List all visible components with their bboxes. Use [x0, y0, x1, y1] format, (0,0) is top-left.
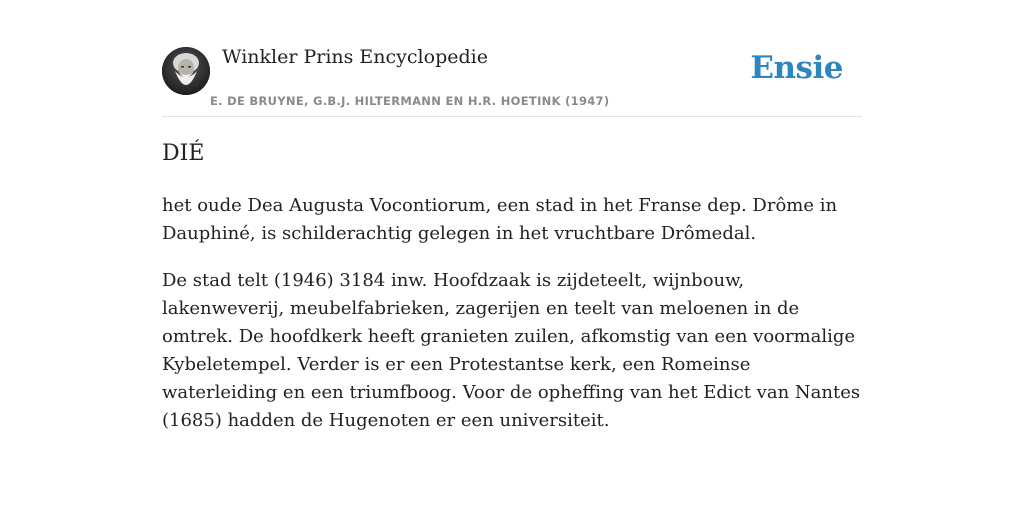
- entry-paragraph: het oude Dea Augusta Vocontiorum, een stad in het Franse dep. Drôme in Dauphiné, is schilderachtig gelegen in het vruchtbare Drômedal.: [162, 195, 838, 244]
- entry-title: DIÉ: [162, 141, 205, 166]
- source-header: [162, 0, 862, 117]
- brand-logo-link[interactable]: Ensie: [750, 50, 843, 86]
- entry-paragraph: De stad telt (1946) 3184 inw. Hoofdzaak is zijdeteelt, wijnbouw, lakenweverij, meubelfabrieken, zagerijen en teelt van meloenen in de omtrek. De hoofdkerk heeft granieten zuilen, afkomstig van een voormalige Kybeletempel. Verder is er een Protestantse kerk, een Romeinse waterleiding en een triumfboog. Voor de opheffing van het Edict van Nantes (1685) hadden de Hugenoten er een universiteit.: [162, 270, 861, 431]
- source-title[interactable]: Winkler Prins Encyclopedie: [222, 46, 488, 68]
- source-authors: E. DE BRUYNE, G.B.J. HILTERMANN EN H.R. HOETINK (1947): [210, 94, 610, 108]
- entry-body: [162, 192, 862, 454]
- author-portrait-icon[interactable]: [162, 47, 210, 95]
- page-container: [162, 0, 862, 431]
